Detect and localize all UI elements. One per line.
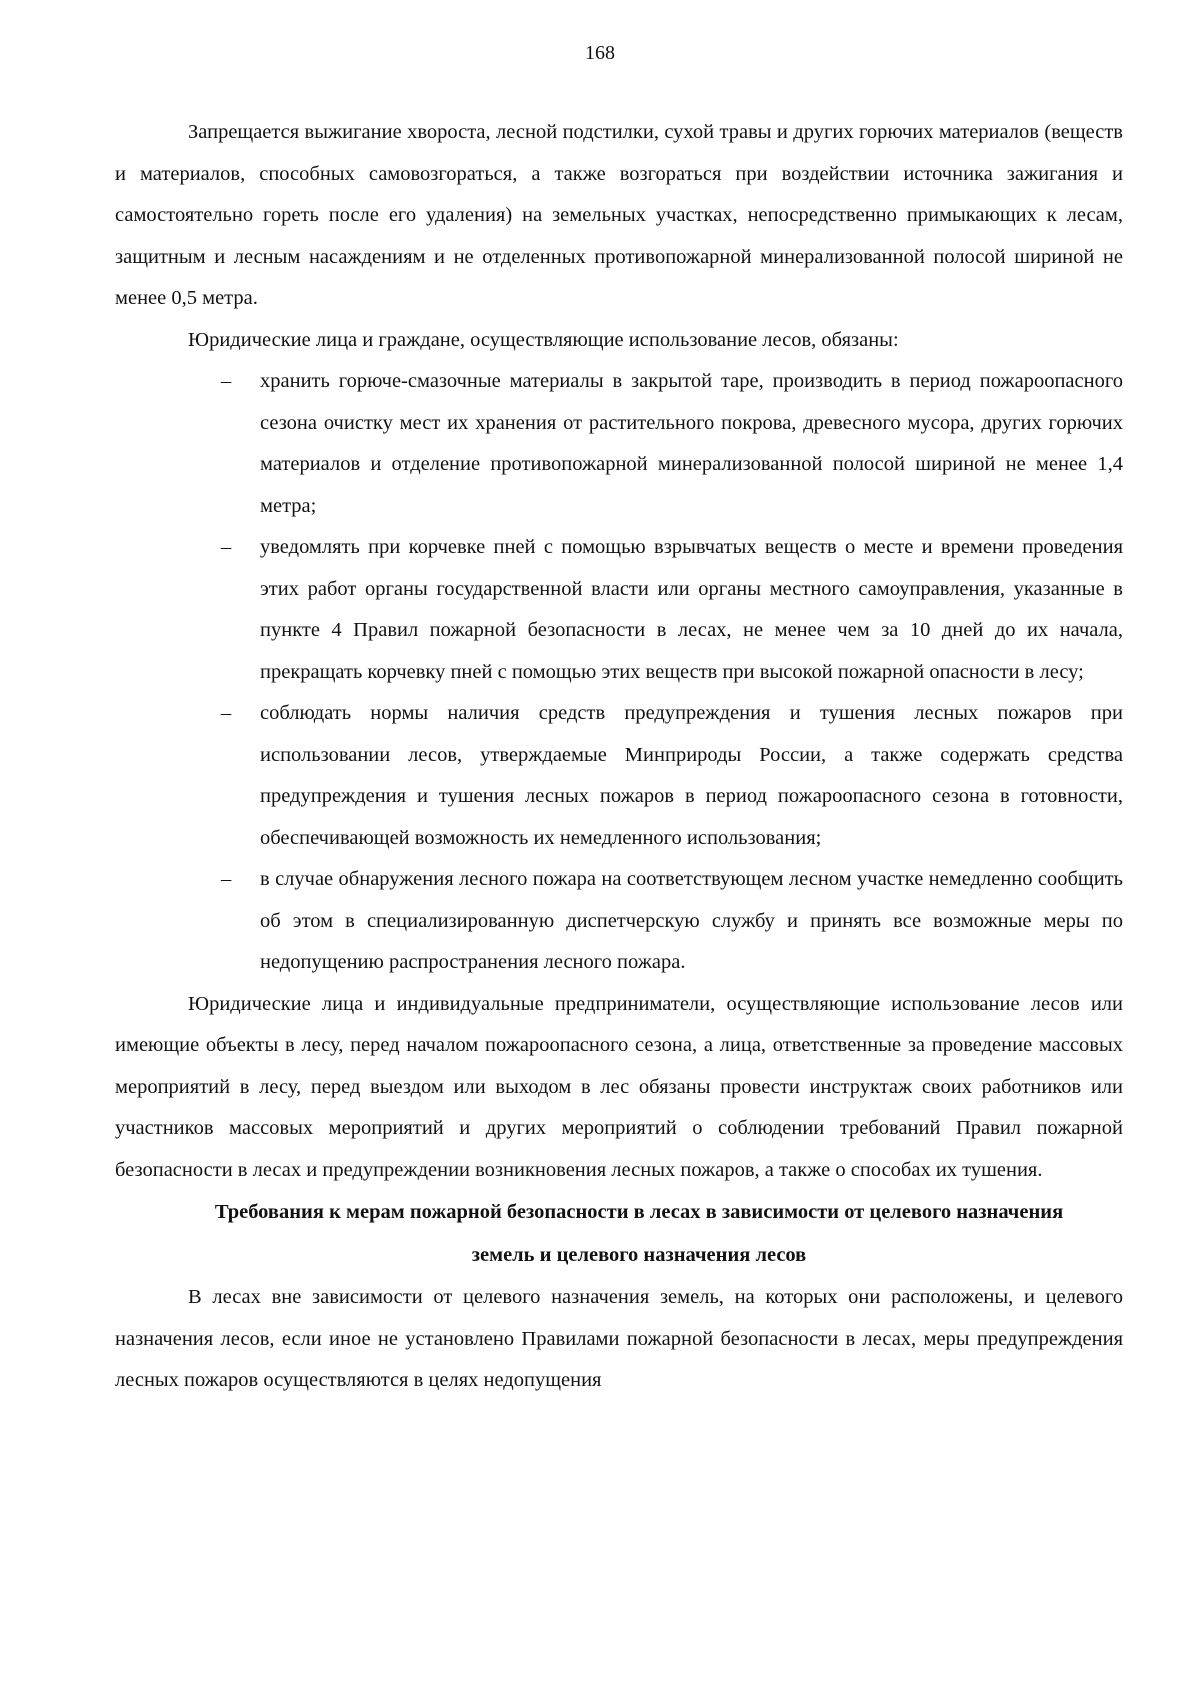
dash-bullet: – bbox=[221, 536, 232, 558]
dash-bullet: – bbox=[221, 868, 232, 890]
list-item-text: соблюдать нормы наличия средств предупреждения и тушения лесных пожаров при использовании лесов, утверждаемые Минприроды России, а также содержать средства предупреждения и тушения лесных пожаров в период пожароопасного сезона в готовности, обеспечивающей возможность их немедленного использования; bbox=[260, 702, 1123, 849]
section-heading: Требования к мерам пожарной безопасности в лесах в зависимости от целевого назначения земель и целевого назначения лесов bbox=[214, 1201, 1064, 1266]
dash-bullet: – bbox=[221, 702, 232, 724]
list-item bbox=[221, 527, 1123, 693]
list-item bbox=[221, 361, 1123, 527]
obligations-list bbox=[115, 361, 1123, 984]
list-item bbox=[221, 859, 1123, 984]
paragraph-prevention-measures: В лесах вне зависимости от целевого назначения земель, на которых они расположены, и целевого назначения лесов, если иное не установлено Правилами пожарной безопасности в лесах, меры предупреждения лесных пожаров осуществляются в целях недопущения bbox=[115, 1286, 1123, 1391]
paragraph-burning-prohibition: Запрещается выжигание хвороста, лесной подстилки, сухой травы и других горючих материалов (веществ и материалов, способных самовозгораться, а также возгораться при воздействии источника зажигания и самостоятельно гореть после его удаления) на земельных участках, непосредственно примыкающих к лесам, защитным и лесным насаждениям и не отделенных противопожарной минерализованной полосой шириной не менее 0,5 метра. bbox=[115, 121, 1123, 309]
list-item bbox=[221, 693, 1123, 859]
list-item-text: хранить горюче-смазочные материалы в закрытой таре, производить в период пожароопасного сезона очистку мест их хранения от растительного покрова, древесного мусора, других горючих материалов и отделение противопожарной минерализованной полосой шириной не менее 1,4 метра; bbox=[260, 370, 1123, 517]
paragraph-briefing-requirement: Юридические лица и индивидуальные предприниматели, осуществляющие использование лесов или имеющие объекты в лесу, перед началом пожароопасного сезона, а лица, ответственные за проведение массовых мероприятий в лесу, перед выездом или выходом в лес обязаны провести инструктаж своих работников или участников массовых мероприятий и других мероприятий о соблюдении требований Правил пожарной безопасности в лесах и предупреждении возникновения лесных пожаров, а также о способах их тушения. bbox=[115, 992, 1123, 1181]
page-content bbox=[115, 112, 1123, 1402]
page-number: 168 bbox=[585, 42, 615, 64]
dash-bullet: – bbox=[221, 370, 232, 392]
list-item-text: уведомлять при корчевке пней с помощью взрывчатых веществ о месте и времени проведения этих работ органы государственной власти или органы местного самоуправления, указанные в пункте 4 Правил пожарной безопасности в лесах, не менее чем за 10 дней до их начала, прекращать корчевку пней с помощью этих веществ при высокой пожарной опасности в лесу; bbox=[260, 536, 1123, 683]
paragraph-obligations-intro: Юридические лица и граждане, осуществляющие использование лесов, обязаны: bbox=[188, 328, 899, 351]
list-item-text: в случае обнаружения лесного пожара на соответствующем лесном участке немедленно сообщить об этом в специализированную диспетчерскую службу и принять все возможные меры по недопущению распространения лесного пожара. bbox=[260, 868, 1123, 973]
